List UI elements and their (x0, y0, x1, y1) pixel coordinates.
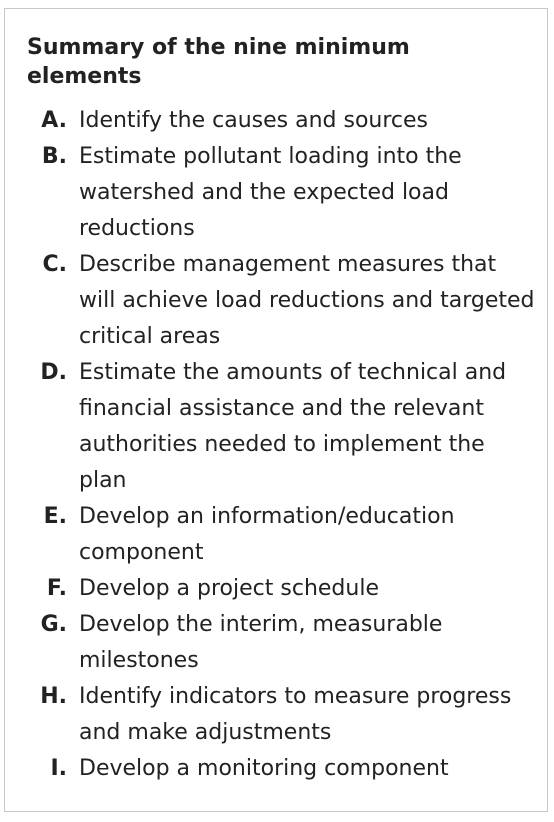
list-item (27, 247, 537, 355)
list-item-text: Develop a project schedule (79, 576, 379, 601)
list-item-text: Develop the interim, measurable milestones (79, 612, 443, 673)
list-item-text: Estimate pollutant loading into the watershed and the expected load reductions (79, 144, 462, 241)
list-item-letter: I. (50, 756, 67, 781)
summary-title: Summary of the nine minimum elements (27, 35, 410, 89)
list-item (27, 103, 537, 139)
list-item (27, 751, 537, 787)
list-item (27, 571, 537, 607)
list-item-text: Develop a monitoring component (79, 756, 449, 781)
list-item-text: Develop an information/education component (79, 504, 455, 565)
list-item (27, 139, 537, 247)
list-item (27, 607, 537, 679)
list-item-letter: G. (40, 612, 67, 637)
list-item-letter: H. (40, 684, 67, 709)
list-item-letter: B. (41, 144, 67, 169)
summary-box (4, 8, 548, 812)
elements-list (27, 103, 537, 787)
list-item-letter: D. (40, 360, 67, 385)
list-item-letter: C. (42, 252, 67, 277)
list-item-text: Estimate the amounts of technical and financial assistance and the relevant authorities needed to implement the plan (79, 360, 507, 493)
list-item-letter: A. (41, 108, 67, 133)
list-item-text: Identify indicators to measure progress and make adjustments (79, 684, 512, 745)
list-item-text: Identify the causes and sources (79, 108, 429, 133)
list-item-letter: E. (43, 504, 67, 529)
list-item (27, 355, 537, 499)
list-item (27, 679, 537, 751)
list-item-text: Describe management measures that will achieve load reductions and targeted critical areas (79, 252, 535, 349)
list-item (27, 499, 537, 571)
list-item-letter: F. (46, 576, 67, 601)
